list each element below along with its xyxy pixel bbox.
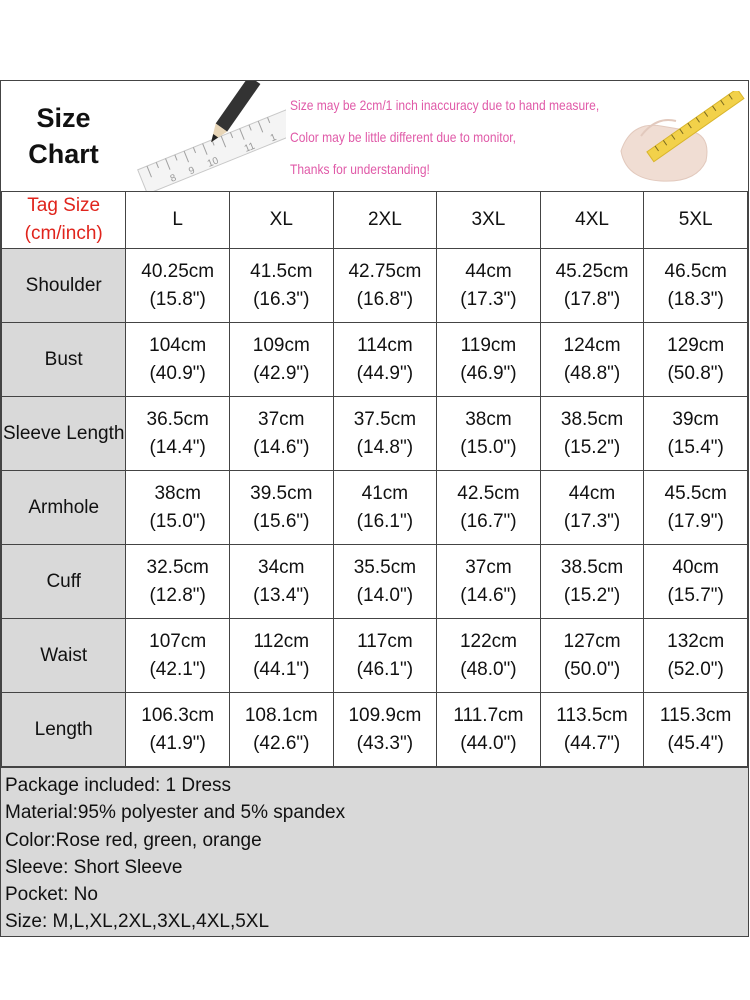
note-line: Color may be little different due to monitor,: [290, 129, 516, 145]
measurement-label: Cuff: [2, 545, 126, 619]
measurement-inch: (52.0"): [667, 658, 724, 680]
product-details: [1, 767, 748, 936]
measurement-cell: [333, 471, 437, 545]
measurement-inch: (13.4"): [253, 584, 310, 606]
tag-size-label: Tag Size (cm/inch): [2, 192, 126, 249]
measurement-cm: 38cm: [465, 408, 512, 430]
measurement-inch: (50.0"): [563, 658, 621, 680]
measurement-cell: [229, 693, 333, 767]
measurement-cell: [540, 323, 644, 397]
measurement-cell: [333, 323, 437, 397]
measurement-cm: 44cm: [568, 482, 616, 504]
measurement-cell: [229, 323, 333, 397]
measurement-inch: (15.2"): [563, 584, 621, 606]
measurement-cm: 109cm: [252, 334, 310, 356]
measurement-cell: [644, 323, 748, 397]
detail-package: Package included: 1 Dress: [5, 775, 232, 796]
measurement-cm: 132cm: [667, 630, 725, 652]
measurement-inch: (42.6"): [253, 732, 310, 754]
measurement-cell: [437, 693, 541, 767]
measurement-cell: [229, 619, 333, 693]
measurement-cell: [437, 471, 541, 545]
ruler-mark: 10: [205, 155, 221, 170]
measurement-cell: [126, 249, 230, 323]
measurement-inch: (41.9"): [149, 732, 206, 754]
measurement-inch: (42.1"): [149, 658, 206, 680]
measurement-row: [2, 619, 748, 693]
note-line: Size may be 2cm/1 inch inaccuracy due to hand measure,: [290, 97, 600, 113]
measurement-label: Shoulder: [2, 249, 126, 323]
measurement-cm: 45.25cm: [555, 260, 629, 282]
measurement-cm: 41cm: [361, 482, 409, 504]
ruler-mark: 11: [242, 140, 257, 155]
chart-title: [1, 81, 126, 191]
measurement-inch: (14.6"): [460, 584, 517, 606]
measurement-cm: 124cm: [563, 334, 621, 356]
measurement-cell: [540, 249, 644, 323]
measurement-inch: (45.4"): [667, 732, 724, 754]
measurement-cm: 38cm: [154, 482, 201, 504]
measurement-cm: 42.75cm: [348, 260, 422, 282]
measurement-cm: 46.5cm: [664, 260, 727, 282]
measurement-notes: [290, 95, 600, 191]
size-header: 4XL: [540, 192, 644, 249]
measurement-inch: (46.9"): [460, 362, 517, 384]
measurement-inch: (15.6"): [253, 510, 310, 532]
measurement-inch: (17.9"): [667, 510, 724, 532]
detail-color: Color:Rose red, green, orange: [5, 829, 262, 851]
measurement-cm: 115.3cm: [659, 704, 732, 726]
measurement-row: [2, 693, 748, 767]
size-header: L: [126, 192, 230, 249]
measurement-inch: (16.7"): [460, 510, 517, 532]
size-chart-sheet: [0, 80, 749, 937]
measurement-cell: [333, 693, 437, 767]
measurement-cell: [126, 397, 230, 471]
size-header: 3XL: [437, 192, 541, 249]
measurement-cm: 108.1cm: [244, 704, 318, 726]
measurement-inch: (40.9"): [149, 362, 206, 384]
measurement-cell: [229, 545, 333, 619]
measurement-cell: [644, 249, 748, 323]
measurement-cm: 129cm: [667, 334, 725, 356]
measurement-cell: [540, 619, 644, 693]
measurement-cm: 39.5cm: [250, 482, 313, 504]
size-header: XL: [229, 192, 333, 249]
measurement-cell: [126, 545, 230, 619]
measurement-cell: [437, 249, 541, 323]
measurement-cell: [644, 397, 748, 471]
measurement-cm: 38.5cm: [560, 556, 624, 578]
measurement-inch: (44.9"): [356, 362, 414, 384]
measurement-cell: [437, 619, 541, 693]
measurement-inch: (44.0"): [460, 732, 517, 754]
measurement-cell: [126, 619, 230, 693]
measurement-cm: 117cm: [357, 630, 413, 652]
chart-title-line2: Chart: [28, 139, 99, 169]
measurement-inch: (46.1"): [356, 658, 414, 680]
measurement-inch: (14.0"): [356, 584, 414, 606]
measurement-cell: [540, 693, 644, 767]
measurement-row: [2, 471, 748, 545]
measurement-cell: [333, 545, 437, 619]
measurement-cm: 37cm: [465, 556, 512, 578]
measurement-cell: [644, 619, 748, 693]
measurement-inch: (17.3"): [460, 288, 517, 310]
measurement-inch: (15.4"): [667, 436, 724, 458]
measurement-cm: 106.3cm: [141, 704, 215, 726]
measurement-cm: 32.5cm: [146, 556, 209, 578]
measurement-inch: (44.7"): [563, 732, 621, 754]
size-table: [1, 191, 748, 767]
measurement-inch: (14.6"): [253, 436, 310, 458]
measurement-cell: [540, 471, 644, 545]
measurement-cm: 36.5cm: [146, 408, 209, 430]
chart-title-line1: Size: [36, 103, 91, 133]
measurement-label: Sleeve Length: [2, 397, 126, 471]
measurement-row: [2, 249, 748, 323]
measurement-cm: 109.9cm: [348, 704, 422, 726]
measurement-cm: 40.25cm: [141, 260, 215, 282]
measurement-cell: [126, 471, 230, 545]
measurement-cm: 41.5cm: [250, 260, 313, 282]
measurement-inch: (48.0"): [460, 658, 517, 680]
measurement-inch: (17.3"): [563, 510, 621, 532]
measurement-row: [2, 545, 748, 619]
measurement-cm: 35.5cm: [353, 556, 417, 578]
measurement-label: Armhole: [2, 471, 126, 545]
measurement-inch: (15.7"): [667, 584, 724, 606]
measurement-cm: 122cm: [459, 630, 517, 652]
measurement-cm: 44cm: [465, 260, 512, 282]
measurement-inch: (15.2"): [563, 436, 621, 458]
measurement-cm: 34cm: [258, 556, 305, 578]
measurement-cell: [126, 323, 230, 397]
measurement-inch: (16.8"): [356, 288, 414, 310]
measurement-inch: (16.1"): [356, 510, 414, 532]
measurement-inch: (18.3"): [667, 288, 724, 310]
measurement-cell: [333, 619, 437, 693]
measurement-cm: 39cm: [672, 408, 719, 430]
detail-material: Material:95% polyester and 5% spandex: [5, 802, 346, 824]
measurement-cm: 113.5cm: [556, 704, 628, 726]
detail-pocket: Pocket: No: [5, 884, 98, 906]
measurement-cell: [644, 545, 748, 619]
measurement-inch: (43.3"): [356, 732, 414, 754]
ruler-mark: 9: [187, 164, 197, 178]
measurement-inch: (15.0"): [149, 510, 206, 532]
measurement-cm: 127cm: [563, 630, 621, 652]
detail-sleeve: Sleeve: Short Sleeve: [5, 856, 183, 878]
measurement-cell: [437, 397, 541, 471]
measurement-inch: (42.9"): [253, 362, 310, 384]
measurement-cell: [644, 693, 748, 767]
note-line: Thanks for understanding!: [290, 161, 430, 177]
measurement-inch: (14.4"): [149, 436, 206, 458]
measurement-inch: (44.1"): [253, 658, 310, 680]
size-header: 5XL: [644, 192, 748, 249]
measurement-cm: 111.7cm: [453, 704, 524, 726]
measurement-inch: (15.8"): [149, 288, 206, 310]
measurement-cm: 40cm: [672, 556, 719, 578]
measurement-cell: [437, 545, 541, 619]
measurement-inch: (12.8"): [149, 584, 206, 606]
measurement-cell: [333, 249, 437, 323]
measurement-cm: 45.5cm: [664, 482, 727, 504]
chart-header: [1, 81, 748, 192]
measurement-cm: 104cm: [149, 334, 207, 356]
measurement-row: [2, 397, 748, 471]
detail-sizes: Size: M,L,XL,2XL,3XL,4XL,5XL: [5, 911, 270, 933]
measurement-inch: (16.3"): [253, 288, 310, 310]
measurement-inch: (15.0"): [460, 436, 517, 458]
measurement-cell: [229, 397, 333, 471]
measurement-cell: [644, 471, 748, 545]
measurement-inch: (14.8"): [356, 436, 414, 458]
ruler-mark: 1: [268, 132, 279, 145]
measurement-cell: [540, 397, 644, 471]
measurement-cm: 112cm: [253, 630, 310, 652]
measurement-cm: 37cm: [258, 408, 305, 430]
measurement-row: [2, 323, 748, 397]
measurement-label: Bust: [2, 323, 126, 397]
measurement-cm: 107cm: [149, 630, 207, 652]
measurement-cell: [333, 397, 437, 471]
size-header-row: [2, 192, 748, 249]
measurement-cm: 37.5cm: [353, 408, 417, 430]
measurement-inch: (50.8"): [667, 362, 724, 384]
measurement-inch: (48.8"): [563, 362, 621, 384]
measurement-cell: [229, 471, 333, 545]
pencil-ruler-icon: [131, 81, 286, 191]
measurement-label: Length: [2, 693, 126, 767]
hand-tape-measure-icon: [601, 91, 748, 187]
measurement-cell: [540, 545, 644, 619]
size-header: 2XL: [333, 192, 437, 249]
measurement-inch: (17.8"): [563, 288, 621, 310]
measurement-cm: 42.5cm: [457, 482, 520, 504]
measurement-cm: 119cm: [460, 334, 517, 356]
measurement-cell: [437, 323, 541, 397]
measurement-cm: 114cm: [357, 334, 413, 356]
measurement-cell: [126, 693, 230, 767]
measurement-label: Waist: [2, 619, 126, 693]
measurement-cell: [229, 249, 333, 323]
measurement-cm: 38.5cm: [560, 408, 624, 430]
ruler-mark: 8: [168, 172, 179, 185]
